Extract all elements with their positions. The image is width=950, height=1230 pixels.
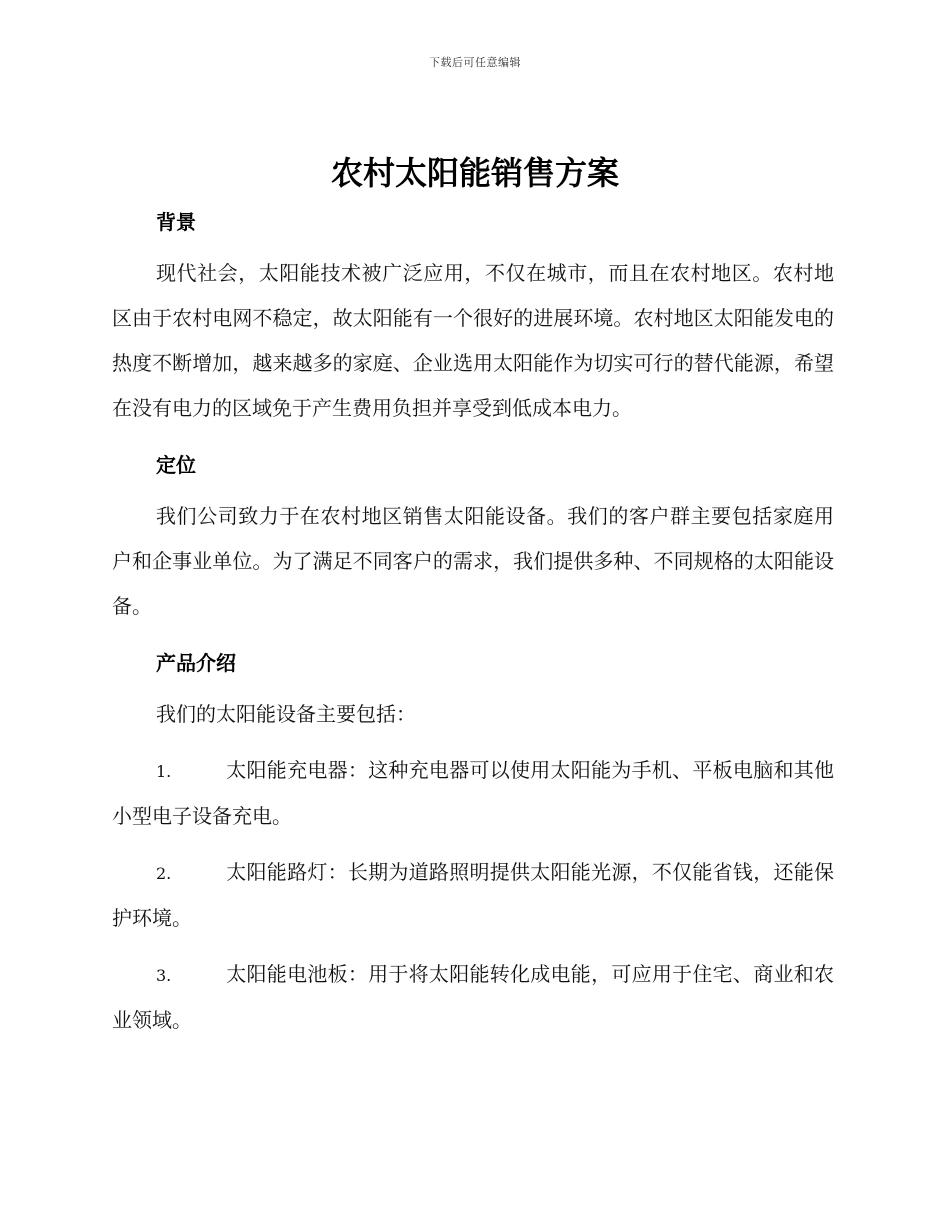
- document-title: 农村太阳能销售方案: [330, 154, 619, 192]
- list-item: [112, 748, 834, 839]
- list-item-number: 2.: [156, 864, 172, 883]
- list-item-text: 太阳能电池板：用于将太阳能转化成电能，可应用于住宅、商业和农业领域。: [112, 962, 834, 1032]
- paragraph-positioning: 我们公司致力于在农村地区销售太阳能设备。我们的客户群主要包括家庭用户和企事业单位。为了满足不同客户的需求，我们提供多种、不同规格的太阳能设备。: [112, 504, 834, 618]
- section-heading-products: 产品介绍: [156, 651, 236, 675]
- document-body: [112, 204, 834, 1043]
- list-item: [112, 952, 834, 1043]
- paragraph-products-intro: 我们的太阳能设备主要包括：: [156, 702, 416, 726]
- list-item-text: 太阳能路灯：长期为道路照明提供太阳能光源，不仅能省钱，还能保护环境。: [112, 860, 834, 930]
- list-item-number: 3.: [156, 966, 172, 985]
- list-item-number: 1.: [156, 762, 172, 781]
- paragraph-background: 现代社会，太阳能技术被广泛应用，不仅在城市，而且在农村地区。农村地区由于农村电网不稳定，故太阳能有一个很好的进展环境。农村地区太阳能发电的热度不断增加，越来越多的家庭、企业选用太阳能作为切实可行的替代能源，希望在没有电力的区域免于产生费用负担并享受到低成本电力。: [112, 261, 834, 420]
- section-heading-positioning: 定位: [156, 453, 196, 477]
- header-note: 下载后可任意编辑: [429, 56, 521, 69]
- list-item: [112, 850, 834, 941]
- list-item-text: 太阳能充电器：这种充电器可以使用太阳能为手机、平板电脑和其他小型电子设备充电。: [112, 758, 834, 828]
- section-heading-background: 背景: [156, 210, 196, 234]
